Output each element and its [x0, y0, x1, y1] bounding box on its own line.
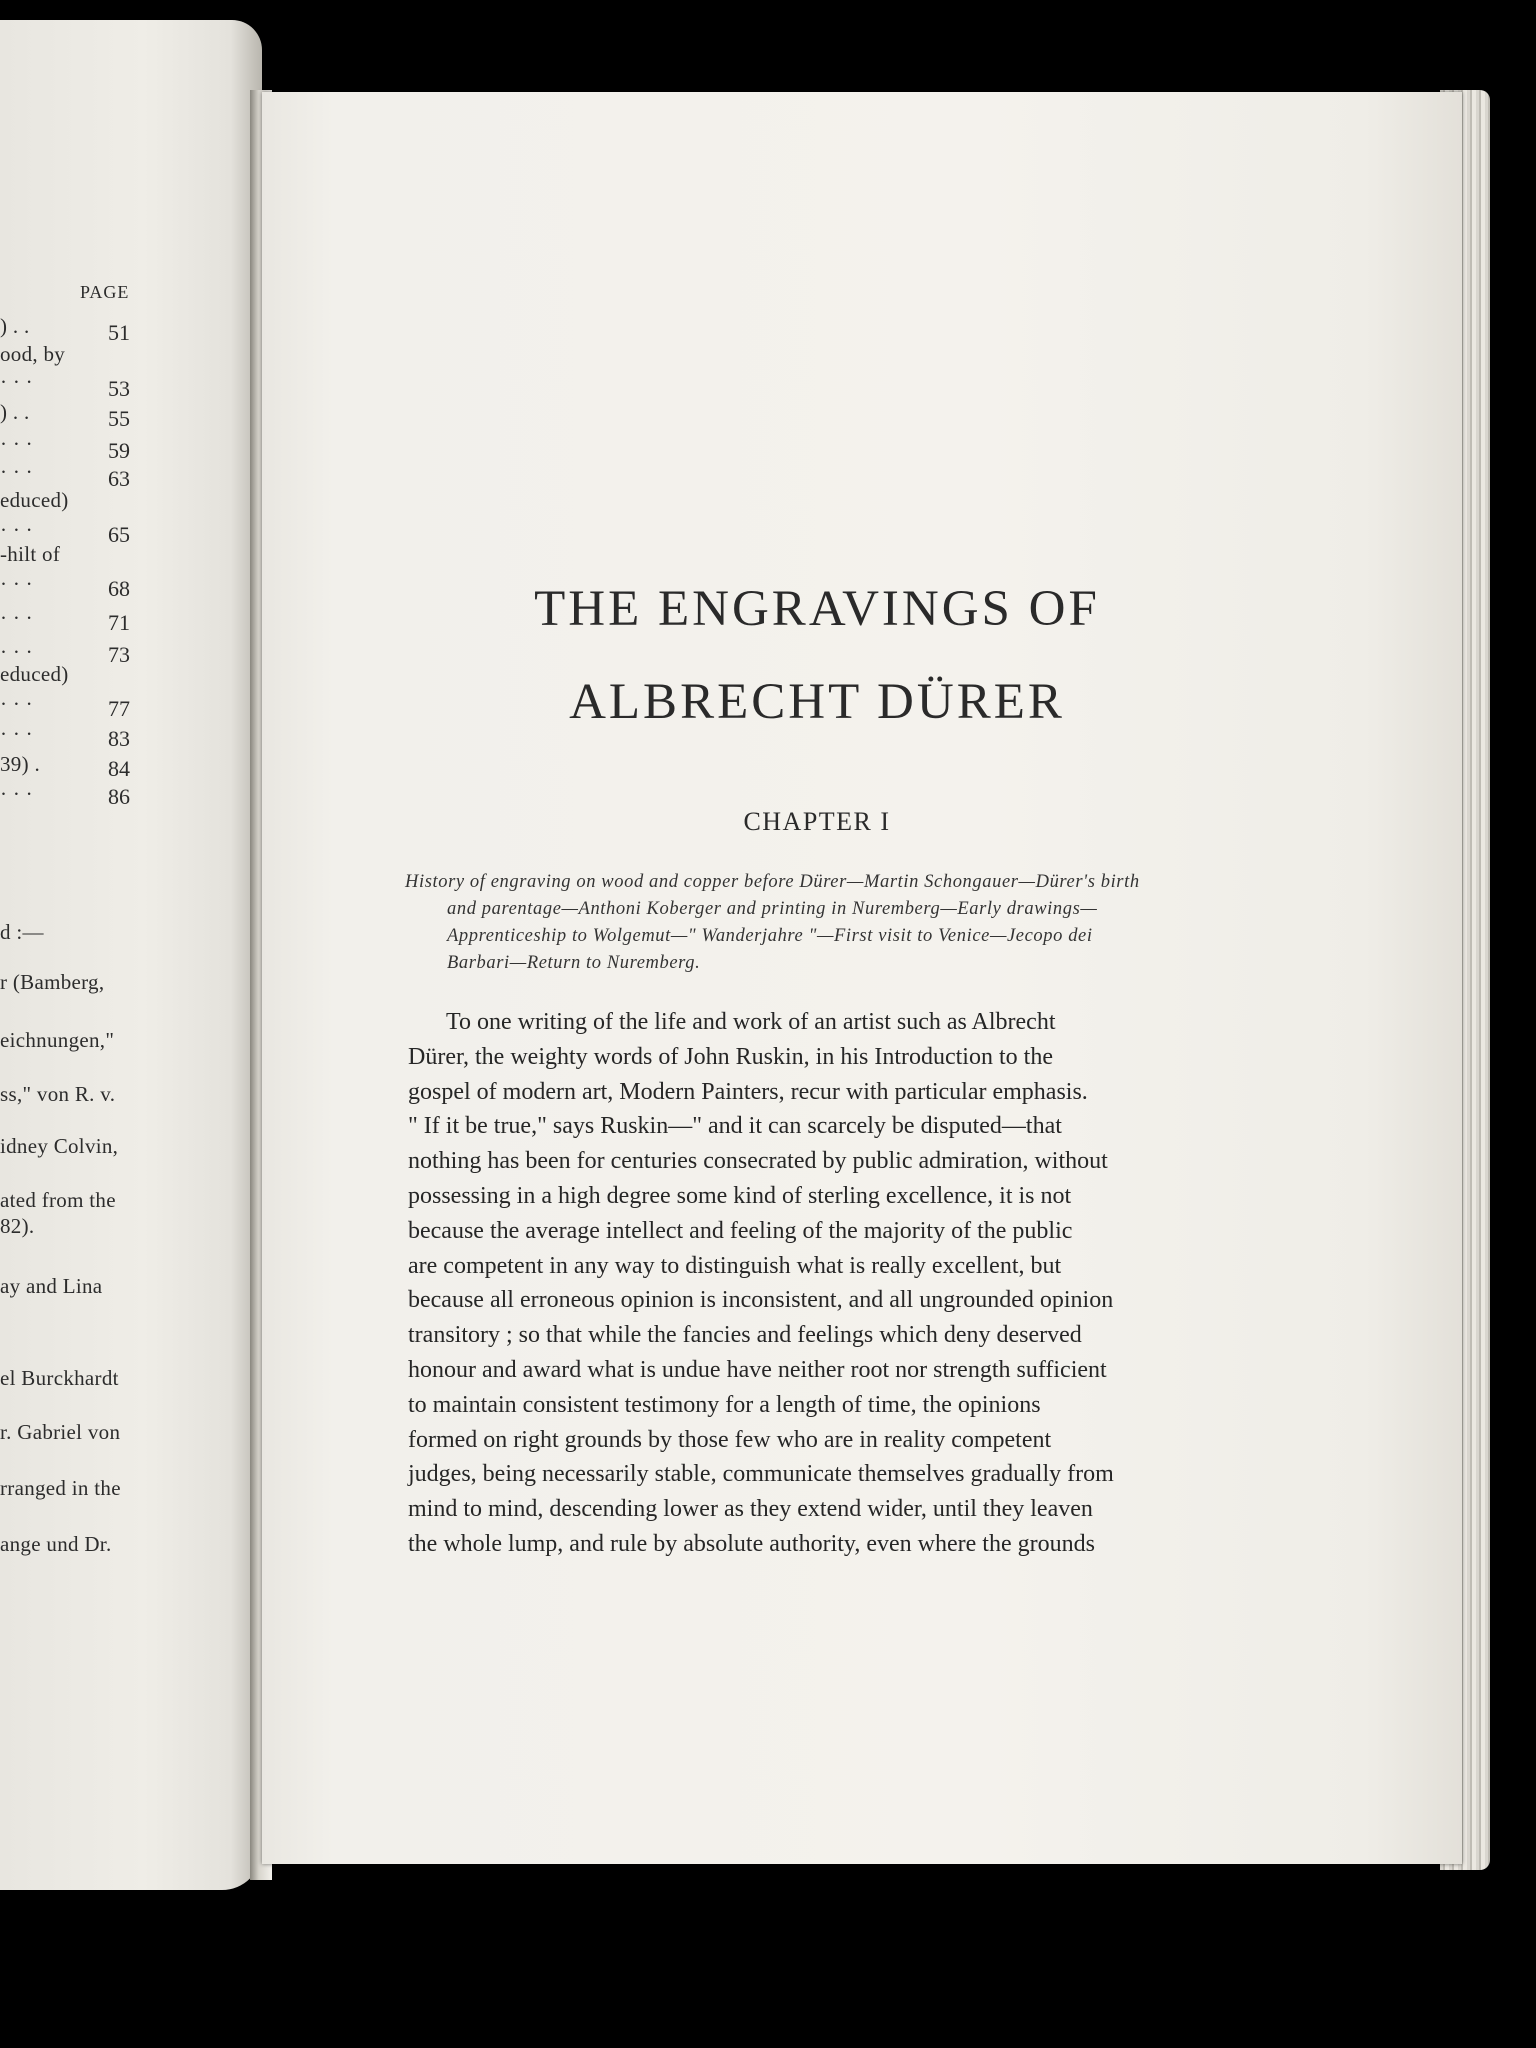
bibliography-line: eichnungen," [0, 1028, 115, 1052]
toc-line: · · · [0, 692, 33, 716]
toc-page-number: 68 [108, 576, 130, 601]
toc-line: ) . . [0, 314, 30, 338]
body-line: because the average intellect and feeling of the majority of the public [408, 1217, 1073, 1244]
toc-line: 39) . [0, 752, 40, 776]
page-column-heading: PAGE [80, 282, 130, 302]
toc-page-number: 71 [108, 610, 130, 635]
toc-page-number: 86 [108, 784, 130, 809]
left-page [0, 20, 262, 1890]
body-line: honour and award what is undue have neither root nor strength sufficient [408, 1357, 1107, 1383]
bibliography-line: idney Colvin, [0, 1134, 119, 1158]
toc-page-number: 73 [108, 642, 130, 667]
toc-line: · · · [0, 370, 33, 394]
toc-line: educed) [0, 662, 69, 686]
body-line: possessing in a high degree some kind of sterling excellence, it is not [408, 1183, 1072, 1209]
body-line: because all erroneous opinion is inconsistent, and all ungrounded opinion [408, 1287, 1114, 1314]
toc-line: · · · [0, 572, 33, 596]
body-line: the whole lump, and rule by absolute authority, even where the grounds [408, 1531, 1095, 1557]
book-title-line-2: ALBRECHT DÜRER [569, 674, 1065, 730]
book-title-line-1: THE ENGRAVINGS OF [534, 581, 1100, 637]
toc-line: · · · [0, 518, 33, 542]
bibliography-line: rranged in the [0, 1476, 121, 1500]
bibliography-line: ange und Dr. [0, 1532, 112, 1556]
body-line: " If it be true," says Ruskin—" and it can scarcely be disputed—that [408, 1113, 1062, 1140]
toc-line: · · · [0, 460, 33, 484]
toc-line: ) . . [0, 400, 30, 424]
toc-page-number: 55 [108, 406, 130, 431]
right-page [262, 92, 1462, 1864]
body-line: formed on right grounds by those few who are in reality competent [408, 1426, 1052, 1453]
toc-page-number: 63 [108, 466, 130, 491]
toc-line: · · · [0, 782, 33, 806]
toc-page-number: 59 [108, 438, 130, 463]
toc-line: educed) [0, 488, 69, 512]
toc-page-number: 83 [108, 726, 130, 751]
body-line: judges, being necessarily stable, communicate themselves gradually from [408, 1461, 1114, 1488]
toc-line: -hilt of [0, 542, 61, 566]
toc-line: · · · [0, 432, 33, 456]
body-line: are competent in any way to distinguish what is really excellent, but [408, 1252, 1062, 1279]
chapter-heading: CHAPTER I [743, 807, 891, 836]
bibliography-line: ated from the [0, 1188, 116, 1212]
bibliography-line: ay and Lina [0, 1274, 103, 1298]
summary-line: Barbari—Return to Nuremberg. [447, 953, 701, 973]
body-line: transitory ; so that while the fancies and feelings which deny deserved [408, 1322, 1082, 1349]
toc-page-number: 84 [108, 756, 130, 781]
body-line: gospel of modern art, Modern Painters, recur with particular emphasis. [408, 1078, 1088, 1105]
body-line: Dürer, the weighty words of John Ruskin, in his Introduction to the [408, 1043, 1053, 1070]
bibliography-line: d :— [0, 920, 44, 944]
summary-line: Apprenticeship to Wolgemut—" Wanderjahre "—First visit to Venice—Jecopo dei [447, 926, 1093, 946]
summary-line: and parentage—Anthoni Koberger and printing in Nuremberg—Early drawings— [447, 899, 1098, 919]
toc-page-number: 53 [108, 376, 130, 401]
toc-line: · · · [0, 722, 33, 746]
toc-page-number: 65 [108, 522, 130, 547]
body-line: To one writing of the life and work of an artist such as Albrecht [446, 1009, 1056, 1035]
toc-line: · · · [0, 640, 33, 664]
bibliography-line: r (Bamberg, [0, 970, 105, 994]
toc-line: ood, by [0, 342, 66, 366]
bibliography-line: r. Gabriel von [0, 1420, 121, 1444]
toc-line: · · · [0, 606, 33, 630]
summary-line: History of engraving on wood and copper before Dürer—Martin Schongauer—Dürer's birth [405, 872, 1140, 892]
body-line: mind to mind, descending lower as they extend wider, until they leaven [408, 1496, 1093, 1523]
toc-page-number: 51 [108, 320, 130, 345]
bibliography-line: ss," von R. v. [0, 1082, 116, 1106]
body-line: to maintain consistent testimony for a length of time, the opinions [408, 1391, 1041, 1418]
toc-page-number: 77 [108, 696, 130, 721]
bibliography-line: 82). [0, 1214, 35, 1238]
bibliography-line: el Burckhardt [0, 1366, 119, 1390]
body-line: nothing has been for centuries consecrated by public admiration, without [408, 1148, 1108, 1175]
